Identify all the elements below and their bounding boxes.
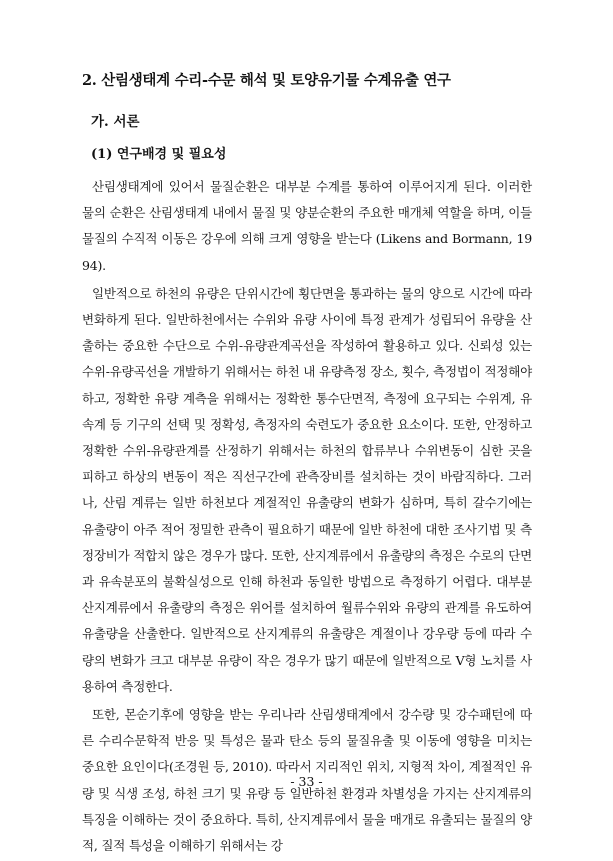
- body-text: [82, 174, 532, 861]
- paragraph: 또한, 몬순기후에 영향을 받는 우리나라 산림생태계에서 강수량 및 강수패턴에 따른 수리수문학적 반응 및 특성은 물과 탄소 등의 물질유출 및 이동에 영향을 미치는 중요한 요인이다(조경원 등, 2010). 따라서 지리적인 위치, 지형적 차이, 계절적인 유량 및 식생 조성, 하천 크기 및 유량 등 일반하천 환경과 차별성을 가지는 산지계류의 특징을 이해하는 것이 중요하다. 특히, 산지계류에서 물을 매개로 유출되는 물질의 양적, 질적 특성을 이해하기 위해서는 강: [82, 707, 532, 854]
- sub-title: 가. 서론: [91, 114, 140, 130]
- paragraph: 일반적으로 하천의 유량은 단위시간에 횡단면을 통과하는 물의 양으로 시간에 따라 변화하게 된다. 일반하천에서는 수위와 유량 사이에 특정 관계가 성립되어 유량을 산출하는 중요한 수단으로 수위-유량관계곡선을 작성하여 활용하고 있다. 신뢰성 있는 수위-유량곡선을 개발하기 위해서는 하천 내 유량측정 장소, 횟수, 측정법이 적정해야 하고, 정확한 유량 계측을 위해서는 정확한 통수단면적, 측정에 요구되는 수위계, 유속계 등 기구의 선택 및 정확성, 측정자의 숙련도가 중요한 요소이다. 또한, 안정하고 정확한 수위-유량관계를 산정하기 위해서는 하천의 합류부나 수위변동이 심한 곳을 피하고 하상의 변동이 적은 직선구간에 관측장비를 설치하는 것이 바람직하다. 그러나, 산림 계류는 일반 하천보다 계절적인 유출량의 변화가 심하며, 특히 갈수기에는 유출량이 아주 적어 정밀한 관측이 필요하기 때문에 일반 하천에 대한 조사기법 및 측정장비가 적합치 않은 경우가 많다. 또한, 산지계류에서 유출량의 측정은 수로의 단면과 유속분포의 불확실성으로 인해 하천과 동일한 방법으로 측정하기 어렵다. 대부분 산지계류에서 유출량의 측정은 위어를 설치하여 월류수위와 유량의 관계를 유도하여 유출량을 산출한다. 일반적으로 산지계류의 유출량은 계절이나 강우량 등에 따라 수량의 변화가 크고 대부분 유량이 작은 경우가 많기 때문에 일반적으로 V형 노치를 사용하여 측정한다.: [82, 285, 532, 694]
- paragraph: 산림생태계에 있어서 물질순환은 대부분 수계를 통하여 이루어지게 된다. 이러한 물의 순환은 산림생태계 내에서 물질 및 양분순환의 주요한 매개체 역할을 하며, 이들 물질의 수직적 이동은 강우에 의해 크게 영향을 받는다 (Likens and Bormann, 1994).: [82, 179, 532, 273]
- section-title: 2. 산림생태계 수리-수문 해석 및 토양유기물 수계유출 연구: [82, 72, 451, 89]
- subsub-title: (1) 연구배경 및 필요성: [91, 147, 227, 162]
- page-number: - 33 -: [290, 774, 323, 789]
